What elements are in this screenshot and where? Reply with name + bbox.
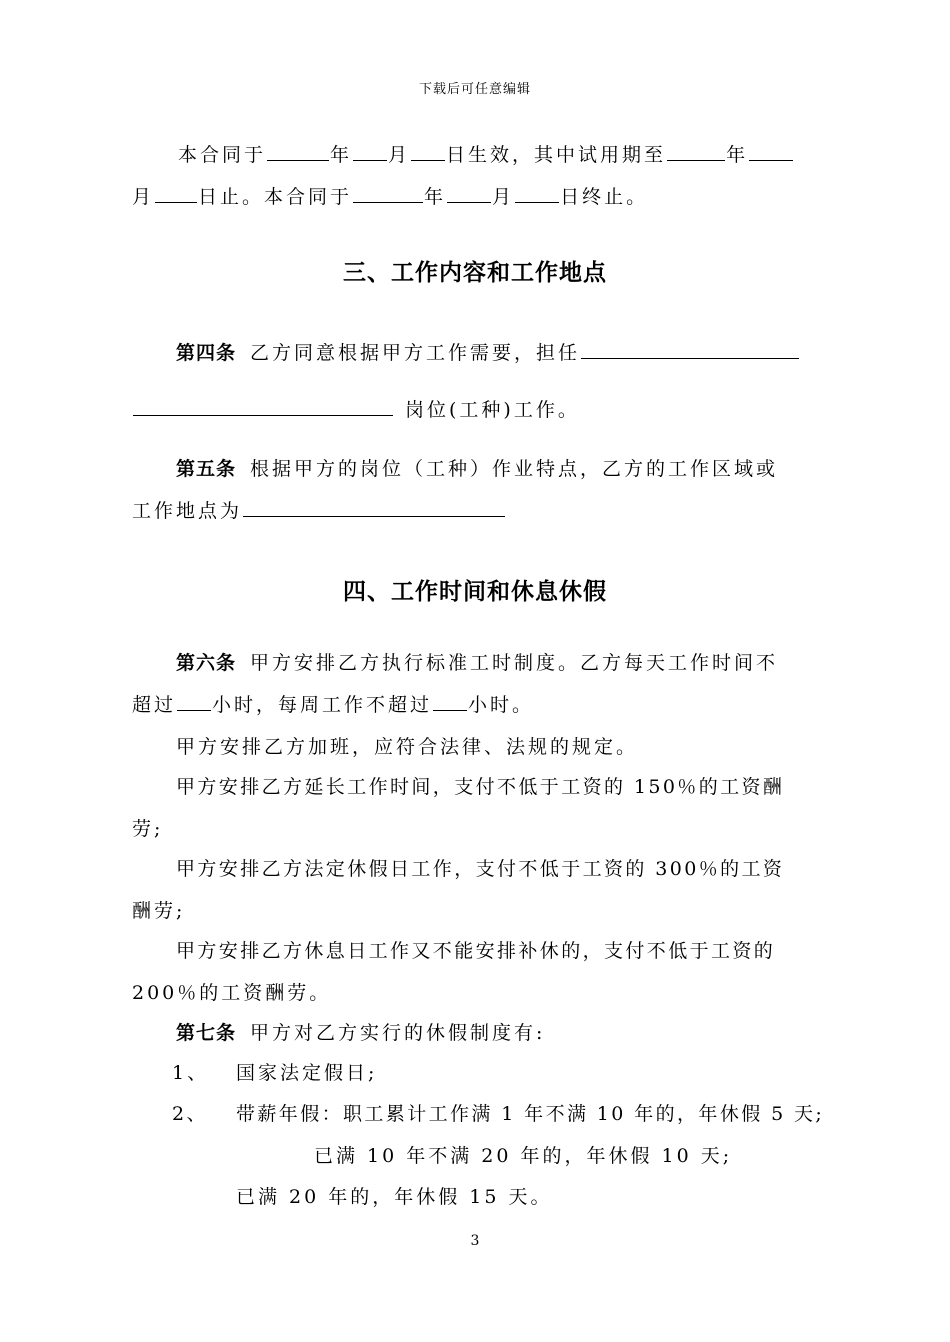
article-4-line-1: 第四条 乙方同意根据甲方工作需要，担任 xyxy=(132,338,832,365)
blank-field[interactable] xyxy=(749,142,793,161)
blank-field[interactable] xyxy=(447,184,491,203)
article-5-line-2: 工作地点为 xyxy=(132,496,832,523)
article-4-line-2: 岗位(工种)工作。 xyxy=(132,395,832,422)
extended-hours-clause-line-1: 甲方安排乙方延长工作时间，支付不低于工资的 150％的工资酬 xyxy=(176,776,785,798)
blank-field[interactable] xyxy=(155,184,197,203)
blank-field[interactable] xyxy=(667,142,725,161)
article-4-label: 第四条 xyxy=(176,342,237,364)
leave-item-2-line-2: 已满 10 年不满 20 年的，年休假 10 天; xyxy=(314,1145,733,1167)
article-7-label: 第七条 xyxy=(176,1022,237,1044)
daily-hours-blank[interactable] xyxy=(177,692,211,711)
blank-field[interactable] xyxy=(267,142,329,161)
rest-day-clause-line-2: 200％的工资酬劳。 xyxy=(132,982,332,1004)
item-number: 1、 xyxy=(172,1062,210,1084)
extended-hours-clause-line-2: 劳; xyxy=(132,818,164,840)
blank-field[interactable] xyxy=(353,184,423,203)
work-location-blank[interactable] xyxy=(243,498,505,517)
article-7-line: 第七条 甲方对乙方实行的休假制度有: xyxy=(176,1022,546,1044)
page-header: 下载后可任意编辑 xyxy=(418,82,531,97)
leave-item-2: 2、 带薪年假：职工累计工作满 1 年不满 10 年的，年休假 5 天; xyxy=(132,1099,836,1126)
leave-item-2-line-3: 已满 20 年的，年休假 15 天。 xyxy=(236,1186,553,1208)
position-blank[interactable] xyxy=(133,397,393,416)
article-6-line-2: 超过 小时，每周工作不超过 小时。 xyxy=(132,694,535,716)
page-number: 3 xyxy=(470,1233,480,1249)
article-5-line-1: 第五条 根据甲方的岗位（工种）作业特点，乙方的工作区域或 xyxy=(176,458,779,480)
article-6-label: 第六条 xyxy=(176,652,237,674)
overtime-clause: 甲方安排乙方加班，应符合法律、法规的规定。 xyxy=(176,736,639,758)
article-6-line-1: 第六条 甲方安排乙方执行标准工时制度。乙方每天工作时间不 xyxy=(176,652,779,674)
item-number: 2、 xyxy=(172,1103,208,1125)
leave-item-1: 1、 国家法定假日; xyxy=(132,1058,832,1085)
rest-day-clause-line-1: 甲方安排乙方休息日工作又不能安排补休的，支付不低于工资的 xyxy=(176,940,776,962)
section-3-heading: 三、工作内容和工作地点 xyxy=(343,260,607,286)
effective-line-1: 本合同于 年 月 日生效，其中试用期至 年 xyxy=(132,140,832,167)
blank-field[interactable] xyxy=(353,142,387,161)
holiday-clause-line-2: 酬劳; xyxy=(132,900,186,922)
effective-line-2: 月 日止。本合同于 年 月 日终止。 xyxy=(132,186,649,208)
weekly-hours-blank[interactable] xyxy=(433,692,467,711)
position-blank[interactable] xyxy=(581,340,799,359)
section-4-heading: 四、工作时间和休息休假 xyxy=(343,579,607,605)
article-5-label: 第五条 xyxy=(176,458,237,480)
blank-field[interactable] xyxy=(515,184,559,203)
holiday-clause-line-1: 甲方安排乙方法定休假日工作，支付不低于工资的 300％的工资 xyxy=(176,858,785,880)
blank-field[interactable] xyxy=(411,142,445,161)
